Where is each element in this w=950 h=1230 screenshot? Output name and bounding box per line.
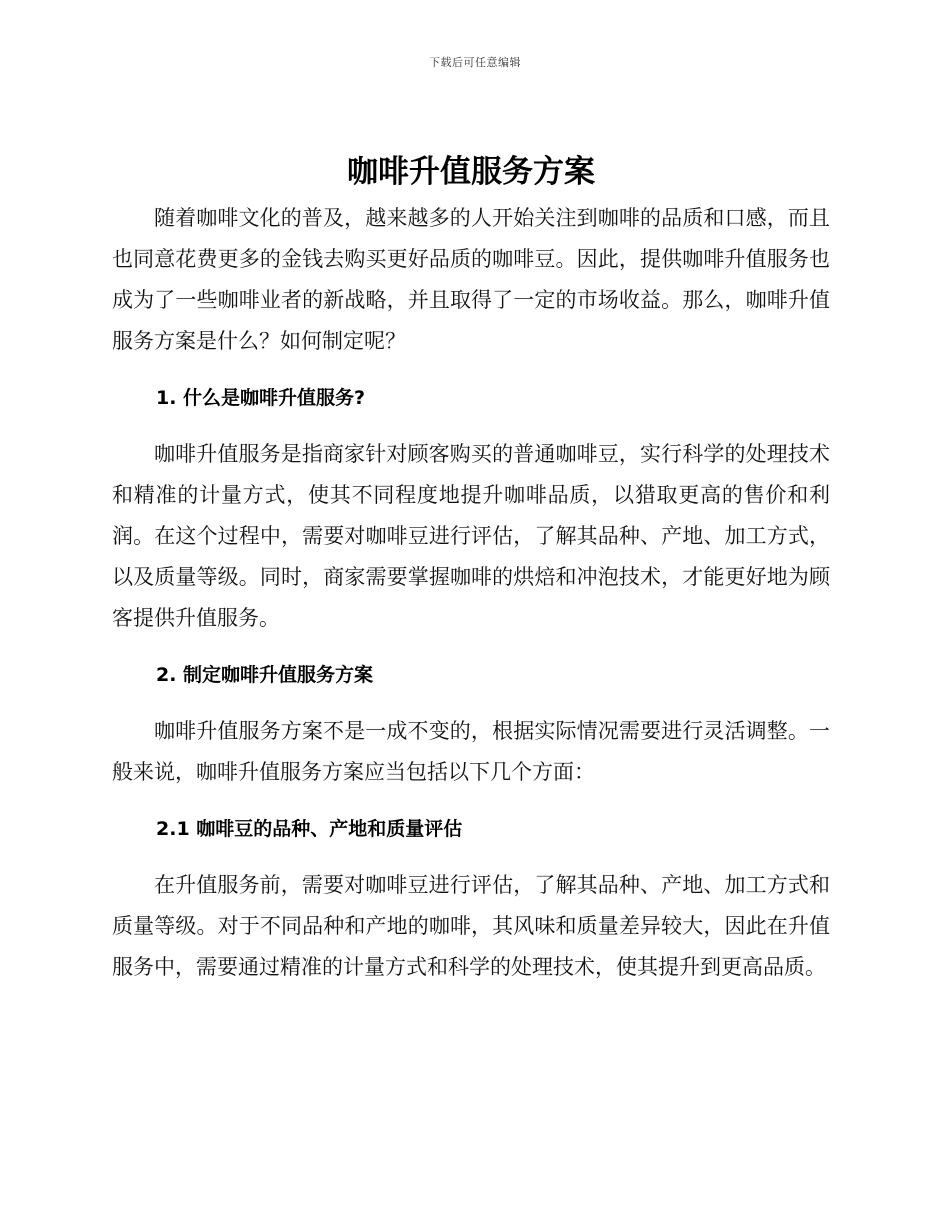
document-title: 咖啡升值服务方案 xyxy=(347,154,595,190)
section-body-1: 咖啡升值服务是指商家针对顾客购买的普通咖啡豆，实行科学的处理技术和精准的计量方式，使其不同程度地提升咖啡品质，以猎取更高的售价和利润。在这个过程中，需要对咖啡豆进行评估，了解其品种、产地、加工方式，以及质量等级。同时，商家需要掌握咖啡的烘焙和冲泡技术，才能更好地为顾客提供升值服务。 xyxy=(112,442,830,630)
header-note: 下载后可任意编辑 xyxy=(429,56,521,69)
section-heading-2-1: 2.1 咖啡豆的品种、产地和质量评估 xyxy=(156,818,463,840)
section-heading-1: 1. 什么是咖啡升值服务? xyxy=(156,387,366,409)
section-heading-2: 2. 制定咖啡升值服务方案 xyxy=(156,664,374,686)
section-body-2-1: 在升值服务前，需要对咖啡豆进行评估，了解其品种、产地、加工方式和质量等级。对于不同品种和产地的咖啡，其风味和质量差异较大，因此在升值服务中，需要通过精准的计量方式和科学的处理技术，使其提升到更高品质。 xyxy=(112,873,830,979)
section-body-2: 咖啡升值服务方案不是一成不变的，根据实际情况需要进行灵活调整。一般来说，咖啡升值服务方案应当包括以下几个方面： xyxy=(112,719,830,784)
intro-paragraph: 随着咖啡文化的普及，越来越多的人开始关注到咖啡的品质和口感，而且也同意花费更多的金钱去购买更好品质的咖啡豆。因此，提供咖啡升值服务也成为了一些咖啡业者的新战略，并且取得了一定的市场收益。那么，咖啡升值服务方案是什么？如何制定呢？ xyxy=(112,206,830,353)
document-body xyxy=(112,150,830,988)
